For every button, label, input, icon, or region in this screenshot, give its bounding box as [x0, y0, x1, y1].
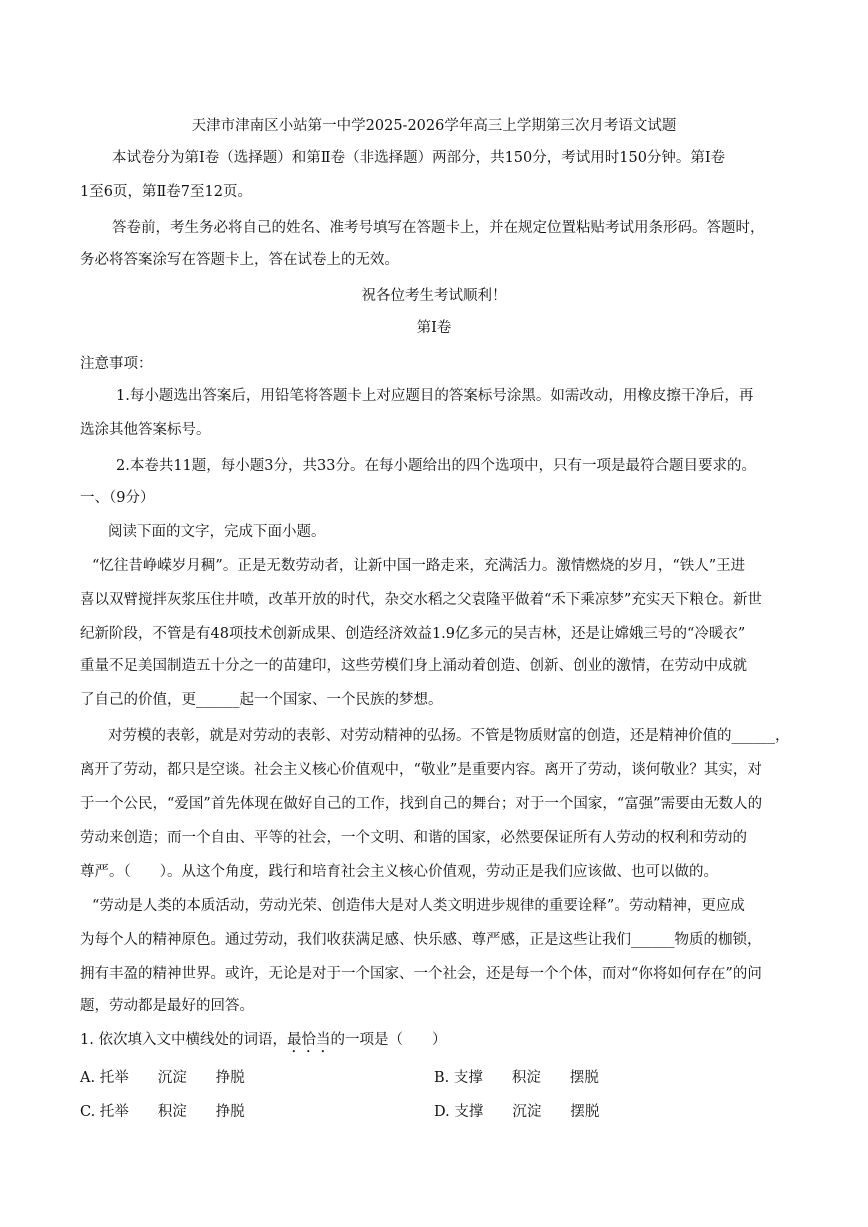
section-instruction: 阅读下面的文字，完成下面小题。 [108, 524, 326, 540]
intro-paragraph-1-line-2: 1至6页，第Ⅱ卷7至12页。 [80, 184, 252, 200]
part-heading: 第Ⅰ卷 [416, 320, 452, 336]
exam-title: 天津市津南区小站第一中学2025-2026学年高三上学期第三次月考语文试题 [191, 118, 677, 134]
note-2: 2.本卷共11题，每小题3分，共33分。在每小题给出的四个选项中，只有一项是最符合题目要求的。 [116, 458, 756, 474]
passage-p1-line-3: 纪新阶段，不管是有48项技术创新成果、创造经济效益1.9亿多元的吴吉林，还是让嫦娥三号的“冷暖衣” [80, 626, 746, 642]
passage-p2-line-3: 于一个公民，“爱国”首先体现在做好自己的工作，找到自己的舞台；对于一个国家，“富强”需要由无数人的 [80, 796, 763, 812]
section-heading: 一、（9分） [80, 490, 155, 506]
option-b[interactable]: B. 支撑 积淀 摆脱 [434, 1070, 599, 1086]
passage-p2-line-2: 离开了劳动，都只是空谈。社会主义核心价值观中，“敬业”是重要内容。离开了劳动，谈何敬业？其实，对 [80, 762, 762, 778]
passage-p3-line-4: 题，劳动都是最好的回答。 [80, 998, 254, 1014]
good-luck-line: 祝各位考生考试顺利！ [361, 288, 507, 304]
question-1-stem [80, 1030, 446, 1056]
note-1-line-1: 1.每小题选出答案后，用铅笔将答题卡上对应题目的答案标号涂黑。如需改动，用橡皮擦干净后，再 [116, 388, 754, 404]
passage-p1-line-1: “忆往昔峥嵘岁月稠”。正是无数劳动者，让新中国一路走来，充满活力。激情燃烧的岁月，“铁人”王进 [92, 558, 746, 574]
question-stem-pre: 1. 依次填入文中横线处的词语， [80, 1032, 287, 1048]
option-d[interactable]: D. 支撑 沉淀 摆脱 [434, 1104, 600, 1120]
passage-p1-line-4: 重量不足美国制造五十分之一的苗建印，这些劳模们身上涌动着创造、创新、创业的激情，在劳动中成就 [80, 658, 747, 674]
option-c[interactable]: C. 托举 积淀 挣脱 [80, 1104, 245, 1120]
note-1-line-2: 选涂其他答案标号。 [80, 422, 211, 438]
passage-p3-line-3: 拥有丰盈的精神世界。或许，无论是对于一个国家、一个社会，还是每一个个体，而对“你将如何存在”的问 [80, 966, 762, 982]
passage-p2-line-4: 劳动来创造；而一个自由、平等的社会，一个文明、和谐的国家，必然要保证所有人劳动的权利和劳动的 [80, 830, 747, 846]
passage-p3-line-2: 为每个人的精神原色。通过劳动，我们收获满足感、快乐感、尊严感，正是这些让我们______物质的枷锁， [80, 932, 762, 948]
intro-paragraph-2-line-2: 务必将答案涂写在答题卡上，答在试卷上的无效。 [80, 252, 399, 268]
question-stem-post: 的一项是（ ） [330, 1032, 447, 1048]
intro-paragraph-1-line-1: 本试卷分为第Ⅰ卷（选择题）和第Ⅱ卷（非选择题）两部分，共150分，考试用时150分钟。第Ⅰ卷 [112, 150, 726, 166]
passage-p1-line-5: 了自己的价值，更______起一个国家、一个民族的梦想。 [80, 692, 443, 708]
passage-p2-line-1: 对劳模的表彰，就是对劳动的表彰、对劳动精神的弘扬。不管是物质财富的创造，还是精神价值的______， [108, 728, 790, 744]
notes-heading: 注意事项： [80, 356, 153, 372]
passage-p2-line-5: 尊严。（ ）。从这个角度，践行和培育社会主义核心价值观，劳动正是我们应该做、也可以做的。 [80, 864, 718, 880]
intro-paragraph-2-line-1: 答卷前，考生务必将自己的姓名、准考号填写在答题卡上，并在规定位置粘贴考试用条形码。答题时， [112, 220, 765, 236]
passage-p1-line-2: 喜以双臂搅拌灰浆压住井喷，改革开放的时代，杂交水稻之父袁隆平做着“禾下乘凉梦”充实天下粮仓。新世 [80, 592, 762, 608]
passage-p3-line-1: “劳动是人类的本质活动，劳动光荣、创造伟大是对人类文明进步规律的重要诠释”。劳动精神，更应成 [92, 898, 745, 914]
question-stem-emphasis: 最恰当 [286, 1032, 331, 1048]
option-a[interactable]: A. 托举 沉淀 挣脱 [80, 1070, 245, 1086]
